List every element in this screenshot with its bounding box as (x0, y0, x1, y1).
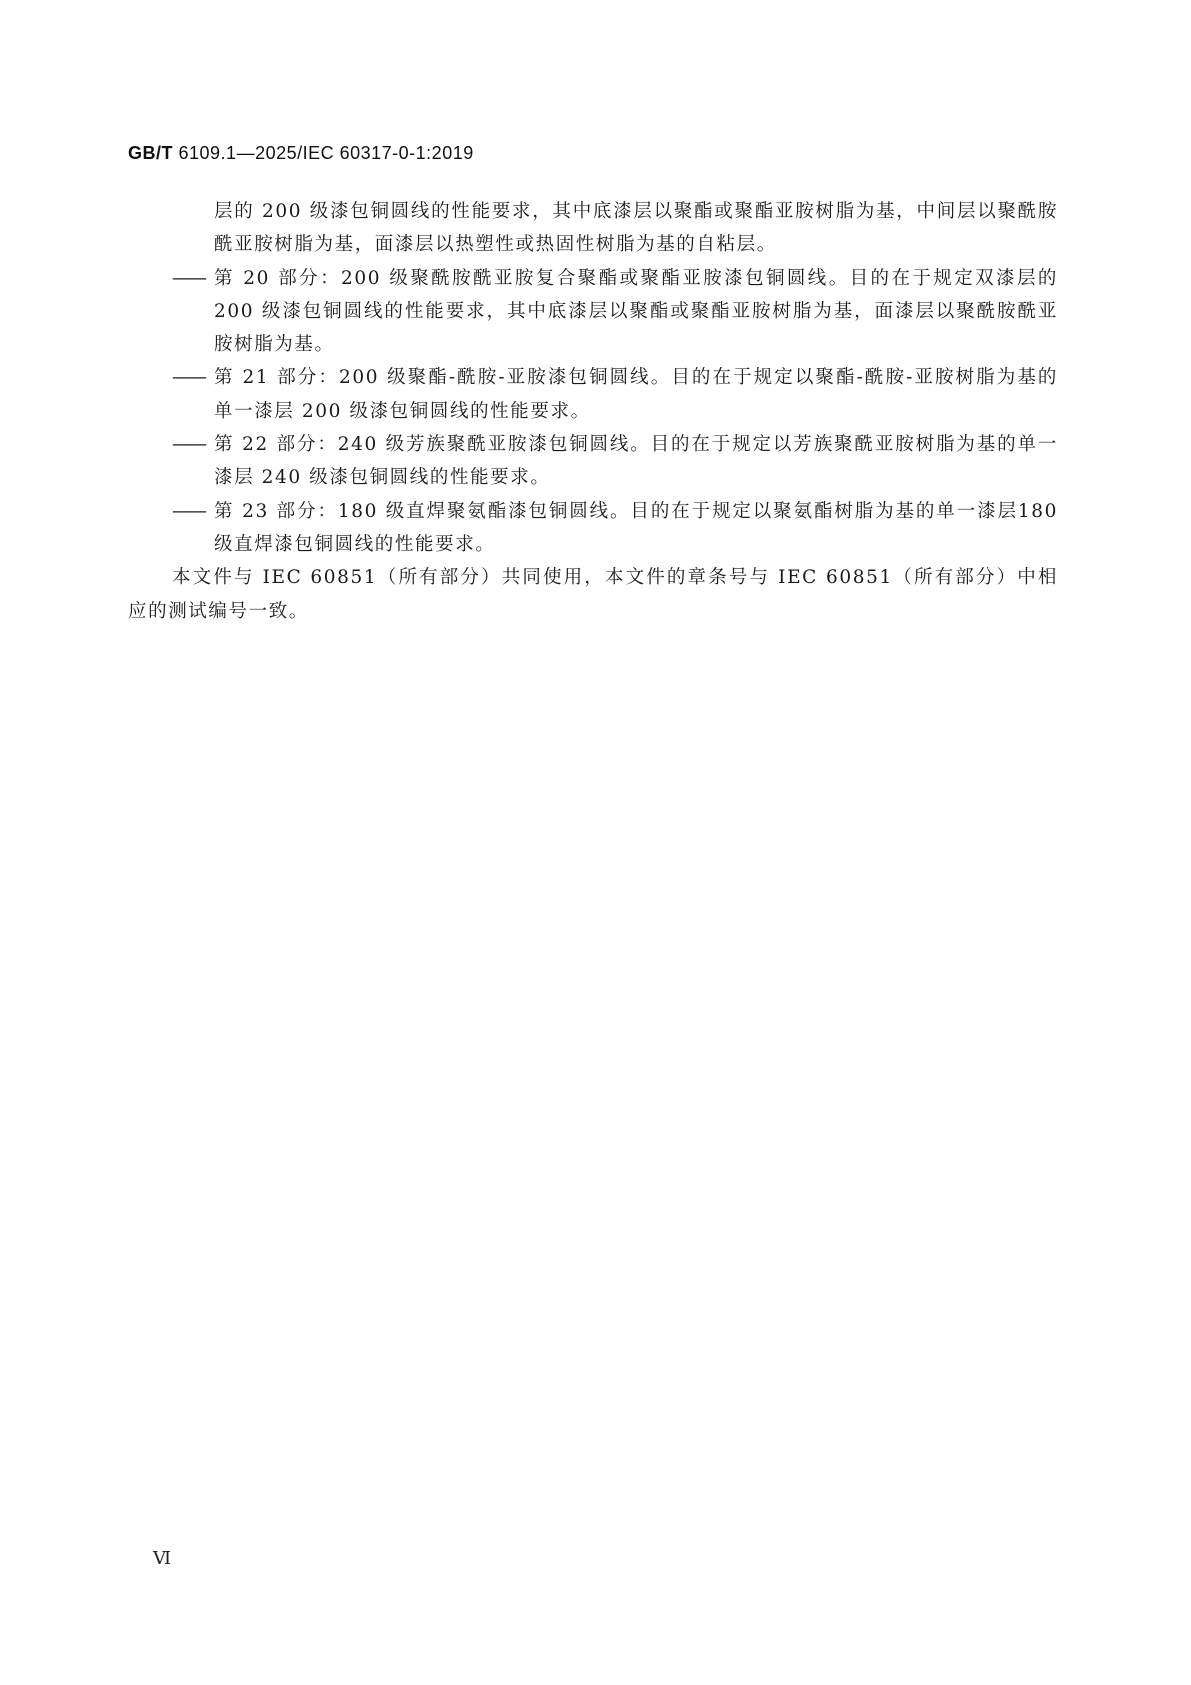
list-item-part-21 (128, 361, 1058, 428)
list-item-continued: 层的 200 级漆包铜圆线的性能要求，其中底漆层以聚酯或聚酯亚胺树脂为基，中间层以聚酰胺酰亚胺树脂为基，面漆层以热塑性或热固性树脂为基的自粘层。 (214, 201, 1058, 256)
list-dash: —— (172, 367, 205, 389)
list-item-part-22 (128, 428, 1058, 495)
list-item-text: 第 20 部分：200 级聚酰胺酰亚胺复合聚酯或聚酯亚胺漆包铜圆线。目的在于规定双漆层的200 级漆包铜圆线的性能要求，其中底漆层以聚酯或聚酯亚胺树脂为基，面漆层以聚酰胺酰亚胺树脂为基。 (214, 267, 1058, 356)
page-number: Ⅵ (153, 1548, 172, 1569)
list-item-text: 第 21 部分：200 级聚酯-酰胺-亚胺漆包铜圆线。目的在于规定以聚酯-酰胺-亚胺树脂为基的单一漆层 200 级漆包铜圆线的性能要求。 (214, 367, 1058, 422)
document-body (128, 195, 1058, 628)
list-item-part-23 (128, 495, 1058, 562)
list-dash: —— (172, 500, 205, 522)
list-item-part-20 (128, 262, 1058, 362)
standard-code: GB/T (128, 143, 173, 163)
list-dash: —— (172, 434, 205, 456)
list-item-text: 第 22 部分：240 级芳族聚酰亚胺漆包铜圆线。目的在于规定以芳族聚酰亚胺树脂为基的单一漆层 240 级漆包铜圆线的性能要求。 (214, 434, 1058, 489)
page-header (128, 143, 474, 164)
closing-paragraph: 本文件与 IEC 60851（所有部分）共同使用，本文件的章条号与 IEC 60851（所有部分）中相应的测试编号一致。 (128, 567, 1058, 622)
list-item-text: 第 23 部分：180 级直焊聚氨酯漆包铜圆线。目的在于规定以聚氨酯树脂为基的单一漆层180 级直焊漆包铜圆线的性能要求。 (214, 500, 1058, 555)
standard-number: 6109.1—2025/IEC 60317-0-1:2019 (178, 143, 474, 163)
list-dash: —— (172, 267, 205, 289)
